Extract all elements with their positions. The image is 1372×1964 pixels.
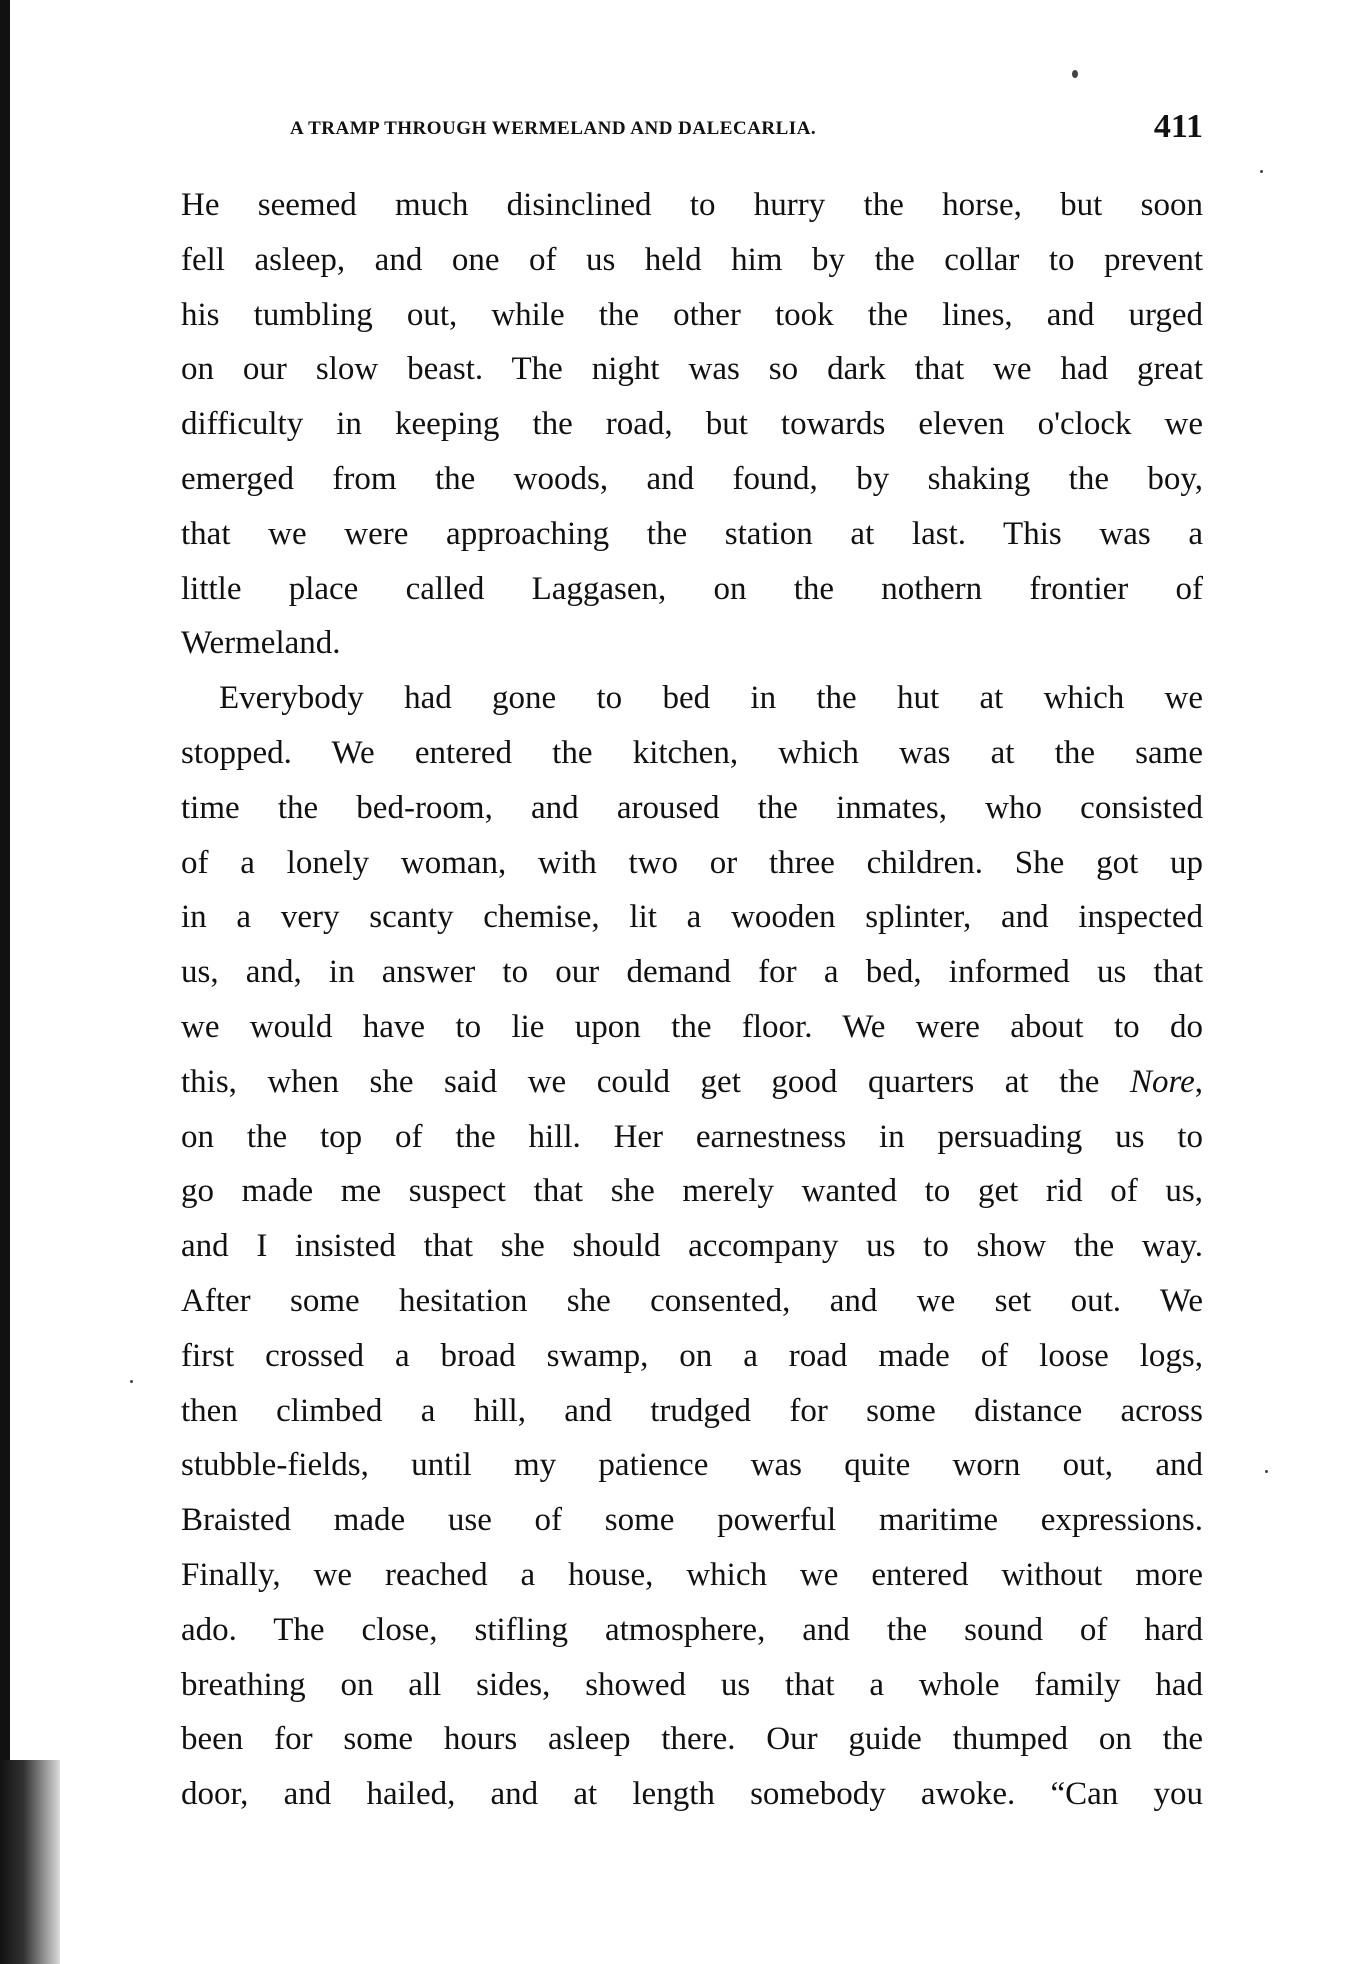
- scan-speck: [1265, 1470, 1268, 1473]
- text-line: us, and, in answer to our demand for a bed, informed us that: [181, 954, 1203, 991]
- text-line: of a lonely woman, with two or three children. She got up: [181, 844, 1203, 881]
- text-line: go made me suspect that she merely wanted to get rid of us,: [181, 1173, 1203, 1210]
- text-line: Braisted made use of some powerful maritime expressions.: [181, 1502, 1203, 1539]
- page-body: [181, 178, 1203, 1822]
- text-line: He seemed much disinclined to hurry the horse, but soon: [181, 187, 1203, 223]
- text-line: After some hesitation she consented, and we set out. We: [181, 1282, 1203, 1319]
- text-line: then climbed a hill, and trudged for some distance across: [181, 1392, 1203, 1429]
- text-line: Finally, we reached a house, which we entered without more: [181, 1556, 1203, 1593]
- italic-word: Nore: [1129, 1063, 1195, 1100]
- text-line: time the bed-room, and aroused the inmates, who consisted: [181, 789, 1203, 826]
- text-line: we would have to lie upon the floor. We were about to do: [181, 1008, 1203, 1045]
- text-line: his tumbling out, while the other took the lines, and urged: [181, 296, 1203, 333]
- scan-speck: [1260, 170, 1263, 173]
- text-line: first crossed a broad swamp, on a road made of loose logs,: [181, 1337, 1203, 1374]
- text-line: difficulty in keeping the road, but towards eleven o'clock we: [181, 406, 1203, 443]
- scan-speck: [130, 1380, 133, 1383]
- text-line: Everybody had gone to bed in the hut at which we: [219, 680, 1203, 717]
- text-line: door, and hailed, and at length somebody awoke. “Can you: [181, 1776, 1203, 1813]
- text-line: this, when she said we could get good quarters at the Nore,: [181, 1063, 1203, 1100]
- text-line: been for some hours asleep there. Our guide thumped on the: [181, 1721, 1203, 1758]
- text-line: on the top of the hill. Her earnestness in persuading us to: [181, 1118, 1203, 1155]
- text-line: and I insisted that she should accompany us to show the way.: [181, 1228, 1203, 1265]
- text-line: that we were approaching the station at last. This was a: [181, 515, 1203, 552]
- page-binding-shadow: [0, 1760, 60, 1964]
- text-line: in a very scanty chemise, lit a wooden splinter, and inspected: [181, 899, 1203, 936]
- text-line: fell asleep, and one of us held him by the collar to prevent: [181, 241, 1203, 278]
- text-line: breathing on all sides, showed us that a whole family had: [181, 1666, 1203, 1703]
- text-line: emerged from the woods, and found, by shaking the boy,: [181, 460, 1203, 497]
- text-line: ado. The close, stifling atmosphere, and the sound of hard: [181, 1611, 1203, 1648]
- text-line: on our slow beast. The night was so dark that we had great: [181, 351, 1203, 388]
- scan-speck: [1072, 70, 1078, 78]
- page-header: [290, 108, 1203, 148]
- page-binding-edge: [0, 0, 10, 1964]
- text-line: stopped. We entered the kitchen, which was at the same: [181, 734, 1203, 771]
- text-line: Wermeland.: [181, 625, 341, 662]
- page-number: 411: [1153, 108, 1203, 145]
- running-title: A TRAMP THROUGH WERMELAND AND DALECARLIA.: [290, 118, 817, 139]
- text-line: stubble-fields, until my patience was quite worn out, and: [181, 1447, 1203, 1484]
- text-line: little place called Laggasen, on the nothern frontier of: [181, 570, 1203, 607]
